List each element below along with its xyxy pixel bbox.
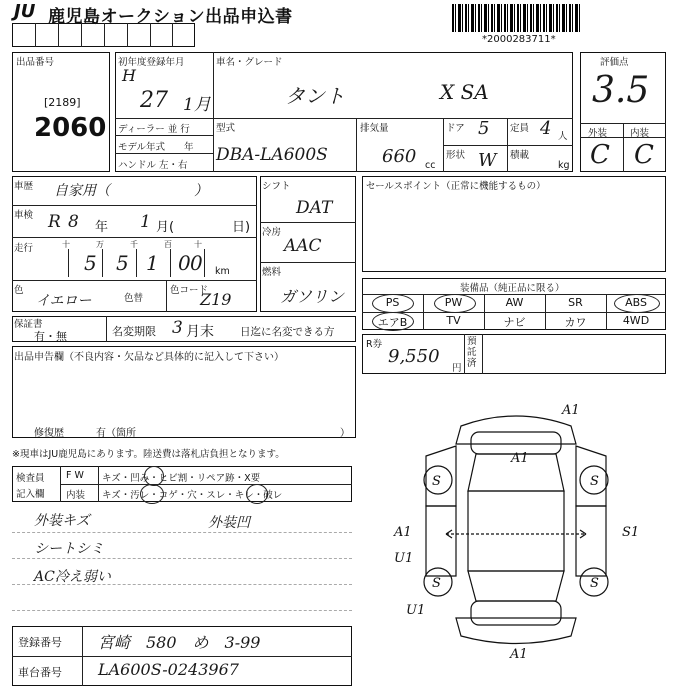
mileage-digit: 1 — [146, 251, 159, 275]
color-label: 色 — [14, 285, 24, 296]
mileage-digit: 0 — [178, 251, 191, 275]
equipment-pw: PW — [444, 296, 463, 309]
car-name-label: 車名・グレード — [216, 57, 283, 68]
history-label: 車歴 — [14, 181, 34, 192]
mark-right-front-wheel: S — [590, 474, 599, 489]
registration-year: 27 — [140, 88, 168, 113]
color-value: イエロー — [36, 293, 92, 309]
note-exterior-dent: 外装凹 — [208, 515, 250, 531]
mileage-unit-mark: 百 — [164, 240, 172, 249]
mileage-digit: 5 — [84, 251, 97, 275]
registration-month: 1月 — [183, 95, 211, 115]
repair-value: 有（箇所 — [96, 428, 136, 439]
shaken-year-label: 年 — [95, 220, 109, 235]
color-code: Z19 — [200, 290, 232, 309]
note-exterior-scratch: 外装キズ — [34, 513, 90, 529]
sales-point-label: セールスポイント（正常に機能するもの） — [366, 181, 546, 192]
mark-right-rear-wheel: S — [590, 576, 599, 591]
shaken-label: 車検 — [14, 210, 34, 221]
inspection-fw-head: F W — [66, 470, 84, 481]
listing-number-label: 出品番号 — [16, 57, 55, 68]
equipment-leather: カワ — [564, 316, 587, 329]
equipment-airbag: エアB — [377, 316, 408, 329]
mark-hood: A1 — [511, 451, 529, 466]
capacity-unit: 人 — [558, 131, 568, 142]
doors-value: 5 — [478, 118, 490, 139]
equipment-label: 装備品（純正品に限る） — [460, 283, 565, 294]
mileage-unit-mark: 十 — [194, 240, 202, 249]
mark-front-bumper: A1 — [562, 403, 580, 418]
shaken-era: R — [48, 212, 61, 232]
logo: JU — [14, 1, 36, 22]
shape-label: 形状 — [446, 150, 466, 161]
equipment-selected-circle — [372, 294, 414, 313]
chassis-number-label: 車台番号 — [18, 666, 62, 679]
mileage-unit-mark: 万 — [96, 240, 104, 249]
model-label: 型式 — [216, 123, 236, 134]
mileage-digit: 5 — [116, 251, 129, 275]
shift-value: DAT — [296, 198, 333, 218]
warranty-label: 保証書 — [14, 319, 43, 330]
inspection-interior-head: 内装 — [66, 490, 86, 501]
registration-label: 初年度登録年月 — [118, 57, 185, 68]
equipment-aw: AW — [505, 296, 524, 309]
equipment-selected-circle — [614, 294, 660, 313]
equipment-abs: ABS — [625, 296, 647, 309]
rear-window-outline — [468, 571, 564, 601]
trunk-outline — [471, 601, 561, 625]
barcode-text: *2000283711* — [482, 34, 556, 45]
rename-label: 名変期限 — [112, 325, 156, 338]
deposit-label: 預託済 — [467, 336, 477, 369]
front-bumper-outline — [456, 416, 576, 444]
ac-label: 冷房 — [262, 227, 282, 238]
car-damage-diagram — [366, 396, 666, 666]
color-change-label: 色替 — [124, 293, 144, 304]
exterior-grade: C — [590, 140, 610, 170]
mark-left-front-door: A1 — [394, 525, 412, 540]
recycle-unit: 円 — [452, 363, 462, 374]
chassis-number-value: LA600S-0243967 — [98, 660, 239, 679]
repair-close: ） — [340, 428, 350, 439]
equipment-selected-circle — [372, 312, 414, 331]
rename-note: 日迄に名変できる方 — [240, 326, 335, 338]
shaken-month: 1 — [140, 212, 151, 232]
car-name: タント — [285, 84, 345, 108]
displacement-value: 660 — [382, 146, 417, 167]
dealer-label: ディーラー 並 行 — [118, 124, 190, 135]
form-title: 鹿児島オークション出品申込書 — [48, 7, 293, 27]
model-year-label: モデル年式 年 — [118, 142, 194, 153]
shaken-day-label: 日) — [232, 220, 251, 235]
recycle-label: R券 — [366, 339, 383, 350]
rear-bumper-outline — [456, 618, 576, 644]
load-unit: kg — [558, 160, 570, 171]
displacement-unit: cc — [425, 160, 436, 171]
reg-number-value: 宮崎 580 め 3-99 — [98, 633, 261, 652]
equipment-4wd: 4WD — [622, 314, 650, 327]
left-rear-door-outline — [426, 506, 456, 576]
listing-small-number: [2189] — [44, 96, 81, 109]
mileage-odometer — [40, 239, 212, 277]
mileage-unit-mark: 千 — [130, 240, 138, 249]
mileage-digit: 0 — [190, 251, 203, 275]
mileage-unit-mark: 十 — [62, 240, 70, 249]
recycle-value: 9,550 — [388, 346, 440, 367]
mileage-label: 走行 — [14, 243, 34, 254]
handle-label: ハンドル 左・右 — [118, 160, 188, 171]
warranty-value: 有・無 — [34, 330, 67, 343]
equipment-sr: SR — [568, 296, 583, 309]
listing-box — [12, 52, 110, 172]
shaken-month-label: 月( — [156, 220, 175, 235]
note-ac-weak: AC冷え弱い — [34, 569, 111, 585]
ac-value: AAC — [284, 236, 322, 256]
note-seat-stain: シートシミ — [34, 541, 104, 557]
rating-score: 3.5 — [592, 70, 650, 111]
lot-number: 2060 — [34, 113, 107, 143]
mark-left-rear-wheel: S — [432, 576, 441, 591]
shaken-year: 8 — [68, 212, 79, 232]
equipment-tv: TV — [446, 314, 461, 327]
mark-right-door: S1 — [622, 525, 640, 540]
rename-month: 3 — [172, 318, 183, 338]
fuel-value: ガソリン — [280, 287, 345, 306]
mark-rear-bumper: A1 — [510, 647, 528, 662]
rename-suffix: 月末 — [186, 324, 214, 340]
reg-number-label: 登録番号 — [18, 636, 62, 649]
declaration-note: ※現車はJU鹿児島にあります。陸送費は落札店負担となります。 — [12, 449, 285, 460]
interior-grade: C — [634, 140, 654, 170]
capacity-value: 4 — [540, 118, 552, 139]
doors-label: ドア — [446, 123, 465, 134]
mark-left-rear-door: U1 — [394, 551, 414, 566]
load-label: 積載 — [510, 150, 530, 161]
right-rear-door-outline — [576, 506, 606, 576]
equipment-ps: PS — [385, 296, 400, 309]
interior-label: 内装 — [630, 128, 650, 139]
mark-left-rocker: U1 — [406, 603, 426, 618]
mileage-unit: km — [215, 266, 230, 277]
capacity-label: 定員 — [510, 123, 530, 134]
equipment-navi: ナビ — [503, 316, 526, 329]
inspection-mark-circle — [140, 484, 164, 504]
color-code-label: 色コード — [170, 285, 209, 296]
history-value: 自家用（ ） — [54, 183, 208, 199]
equipment-selected-circle — [434, 294, 476, 313]
inspector-label: 検査員 — [16, 473, 45, 484]
inspection-fw-items: キズ・凹み・ヒビ割・リペア跡・X要 — [102, 473, 261, 484]
inspection-mark-circle — [246, 484, 268, 504]
barcode — [452, 4, 580, 32]
car-grade: X SA — [440, 80, 489, 104]
rating-label: 評価点 — [600, 57, 629, 68]
repair-label: 修復歴 — [34, 428, 64, 439]
fuel-label: 燃料 — [262, 267, 282, 278]
shape-value: W — [478, 150, 497, 171]
car-model: DBA-LA600S — [216, 145, 328, 165]
displacement-label: 排気量 — [360, 123, 389, 134]
exterior-label: 外装 — [588, 128, 608, 139]
inspection-mark-circle — [144, 466, 164, 486]
declaration-label: 出品申告欄（不良内容・欠品など具体的に記入して下さい） — [14, 352, 284, 363]
shift-label: シフト — [262, 181, 291, 192]
registration-era: H — [122, 66, 136, 85]
roof-outline — [468, 491, 564, 571]
inspection-interior-items: キズ・汚レ・コゲ・穴・スレ・キレ・破レ — [102, 490, 283, 501]
mark-left-front-wheel: S — [432, 474, 441, 489]
inspector-entry-label: 記入欄 — [16, 489, 45, 500]
